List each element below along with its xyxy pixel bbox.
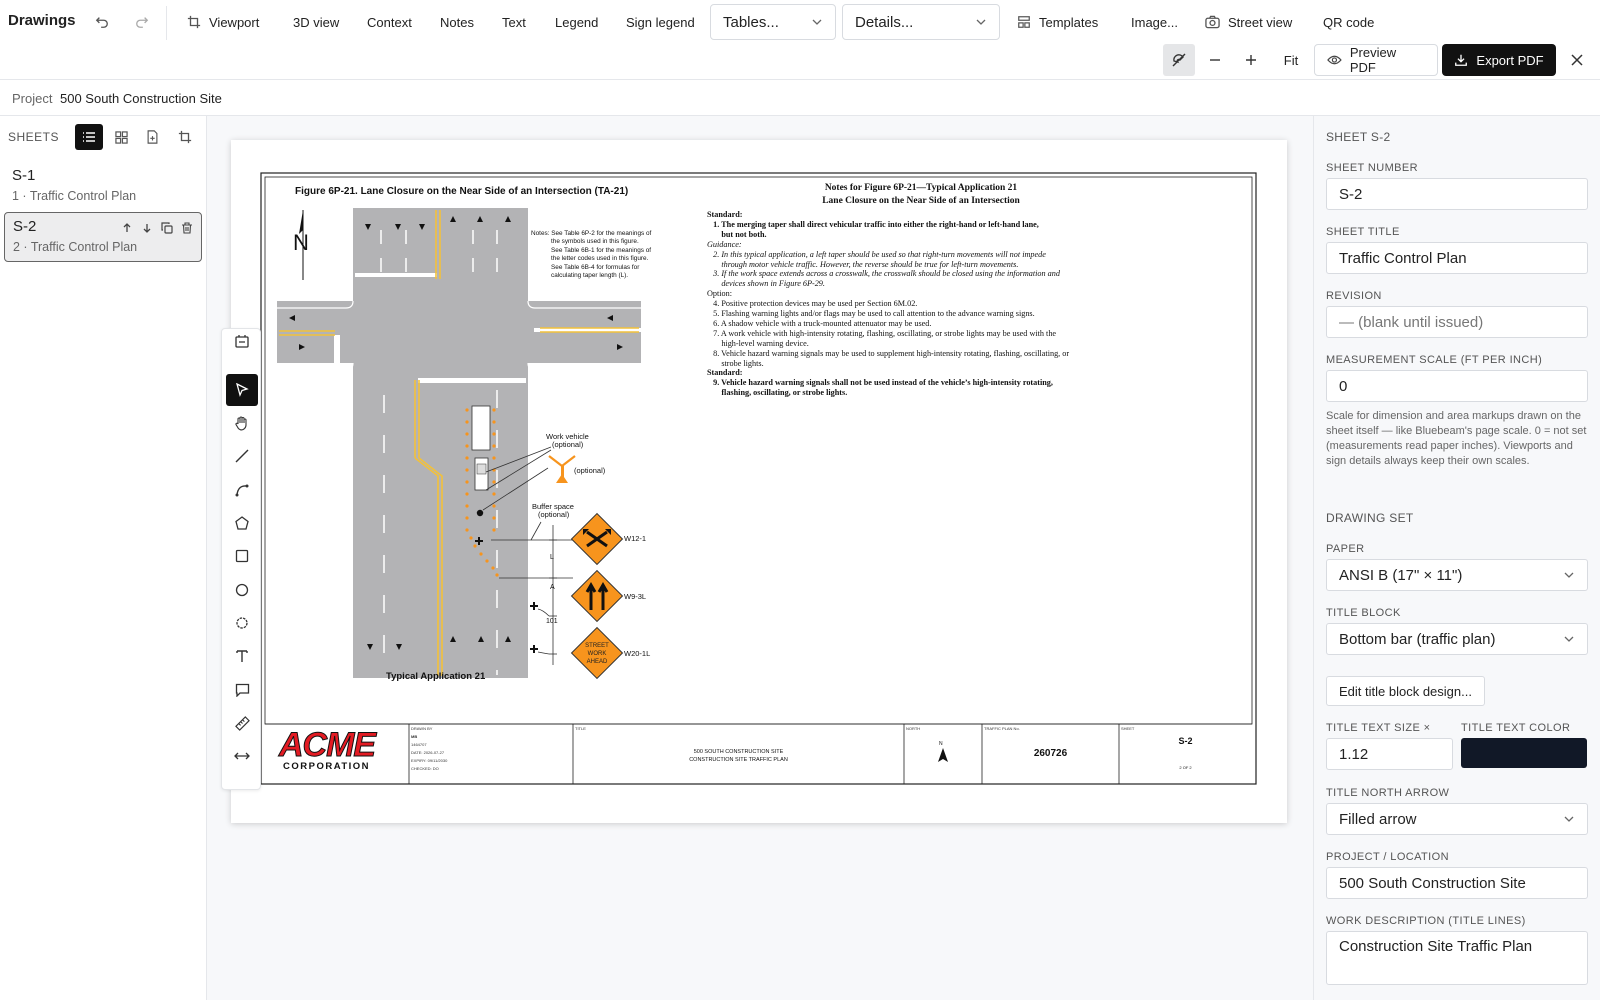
toolbar-divider [166,6,167,40]
buffer-optional-label: (optional) [538,510,570,519]
title-north-letter: N [939,741,943,747]
legend-note-line: See Table 6B-1 for the meanings of [551,247,652,254]
chevron-down-icon [1563,813,1575,825]
text-icon [235,649,249,663]
legend-note-line: the symbols used in this figure. [551,237,639,245]
eye-icon [1327,54,1342,66]
cursor-icon [235,383,249,397]
chevron-down-icon [975,16,987,28]
dimension-101-label: 101 [546,618,558,625]
templates-label: Templates [1039,14,1099,30]
notes-line: 3. If the work space extends across a crosswalk, the crosswalk should be closed using the information and [707,269,1060,279]
sheet-title-field[interactable] [1326,242,1588,274]
cone-icon [465,420,468,423]
circle-icon [235,583,249,597]
title-text-color-swatch[interactable] [1461,738,1587,768]
redo-button[interactable] [135,12,149,32]
arrow-up-icon[interactable] [121,222,133,234]
zoom-in-button[interactable] [1239,44,1263,76]
cone-icon [465,480,468,483]
sheet-title-value: Traffic Control Plan [1339,249,1467,267]
cone-icon [492,408,495,411]
square-icon [235,549,249,563]
work-vehicle-label: Work vehicle [546,432,589,441]
undo-icon [95,15,109,29]
properties-panel [1313,116,1600,1000]
cone-icon [465,432,468,435]
drawn-by-line: CHECKED: DO [411,766,439,771]
cone-icon [495,573,498,576]
chevron-down-icon [1563,569,1575,581]
project-location-value: 500 South Construction Site [1339,874,1526,892]
work-vehicle-optional-label: (optional) [552,440,584,449]
drawn-by-line: DATE: 2026-07-27 [411,750,445,755]
sheet-number-label: SHEET NUMBER [1326,162,1418,174]
qr-code-button[interactable] [1323,12,1374,32]
legend-note-line: the letter codes used in this figure. [551,254,649,262]
paper-value: ANSI B (17" × 11") [1339,566,1463,584]
title-block-label: TITLE BLOCK [1326,607,1401,619]
image-label: Image... [1131,14,1178,30]
cone-icon [465,504,468,507]
sheet-label: SHEET [1121,726,1135,731]
cone-icon [465,444,468,447]
north-letter: N [293,230,309,255]
export-pdf-label: Export PDF [1476,52,1544,68]
revision-value: — (blank until issued) [1339,313,1484,331]
text-label: Text [502,14,526,30]
templates-icon [1017,15,1031,29]
tool-curve[interactable] [226,474,258,506]
cone-icon [465,516,468,519]
tool-palette [221,328,261,790]
notes-title-1: Notes for Figure 6P-21—Typical Application 21 [824,183,1018,193]
sheet-drawing [231,140,1287,823]
drawn-by-line: EXPIRY: 09/11/2030 [411,758,448,763]
legend-button[interactable] [555,12,598,32]
north-label: NORTH [906,726,921,731]
cone-icon [465,492,468,495]
ruler-icon [235,716,250,731]
drawn-by-line: MB [411,734,418,739]
cone-icon [492,528,495,531]
sign-legend-button[interactable] [626,12,695,32]
templates-button[interactable] [1017,12,1098,32]
sign-legend-label: Sign legend [626,14,695,30]
title-text-color-label: TITLE TEXT COLOR [1461,722,1571,734]
warning-light-icon [549,456,575,483]
plan-number-label: TRAFFIC PLAN No. [984,726,1020,731]
tool-rectangle[interactable] [226,540,258,572]
stamp-icon [234,333,250,349]
grid-icon [115,131,128,144]
north-arrow-label: TITLE NORTH ARROW [1326,787,1450,799]
top-toolbar [0,0,1600,80]
scale-help-text: Scale for dimension and area markups drawn on the sheet itself — like Bluebeam's page scale. 0 = not set (measurements read paper inches). Viewports and sign details always keep their own scales. [1326,410,1587,467]
title-block-select[interactable] [1326,623,1588,655]
acme-logo-text: ACME [279,726,376,764]
notes-title-2: Lane Closure on the Near Side of an Intersection [822,196,1020,206]
project-location-label: PROJECT / LOCATION [1326,851,1449,863]
preview-pdf-button[interactable] [1314,44,1438,76]
cone-icon [492,444,495,447]
crop-icon [187,15,201,29]
crop-sheets-button[interactable] [171,124,199,150]
sheet-actions [121,222,193,234]
street-view-button[interactable] [1205,12,1292,32]
close-icon [1571,54,1583,66]
notes-line: Guidance: [707,239,742,249]
tool-text[interactable] [226,640,258,672]
camera-icon [1205,15,1220,29]
project-bar [0,80,1600,116]
add-sheet-button[interactable] [138,124,166,150]
plan-number: 260726 [1033,748,1068,759]
cone-icon [469,536,472,539]
curve-icon [235,483,249,497]
sheet-paper[interactable] [231,140,1287,823]
sheet-subtitle: 2 · Traffic Control Plan [13,240,138,254]
title-text-size-value: 1.12 [1339,745,1369,763]
sheet-number: S-1 [12,167,36,184]
fit-label: Fit [1283,52,1299,68]
app-title: Drawings [8,12,76,29]
notes-button[interactable] [440,12,474,32]
cloud-icon [235,616,249,630]
notes-line: but not both. [707,229,767,239]
cone-icon [492,516,495,519]
grid-view-button[interactable] [107,124,135,150]
drawing-canvas[interactable] [207,116,1312,1000]
figure-title: Figure 6P-21. Lane Closure on the Near Side of an Intersection (TA-21) [295,186,629,197]
sheet-item-s2[interactable] [4,212,202,262]
edit-title-block-label: Edit title block design... [1339,683,1472,699]
file-plus-icon [146,130,159,144]
north-arrow-value: Filled arrow [1339,810,1417,828]
plus-icon [1245,54,1257,66]
tool-cloud[interactable] [226,607,258,639]
figure-caption: Typical Application 21 [386,671,486,682]
scale-label: MEASUREMENT SCALE (FT PER INCH) [1326,354,1543,366]
drawing-set-heading: DRAWING SET [1326,511,1414,525]
tool-ellipse[interactable] [226,574,258,606]
sign-w20-text-3: AHEAD [586,659,608,665]
notes-line: 5. Flashing warning lights and/or flags may be used to call attention to the advance warning signs. [707,309,1035,318]
list-view-button[interactable] [75,124,103,150]
sheet-subtitle: 1 · Traffic Control Plan [12,189,137,203]
tool-select[interactable] [226,374,258,406]
pentagon-icon [235,516,249,530]
revision-field[interactable] [1326,306,1588,338]
sheet-number-field[interactable] [1326,178,1588,210]
acme-logo-subtitle: CORPORATION [283,761,371,772]
sheet-number-value: S-2 [1339,185,1363,203]
zoom-out-button[interactable] [1203,44,1227,76]
project-location-field[interactable] [1326,867,1588,899]
cone-icon [479,552,482,555]
viewport-label: Viewport [209,14,260,30]
arrows-horizontal-icon [234,750,250,762]
title-sheet-number: S-2 [1178,736,1193,746]
notes-line: 6. A shadow vehicle with a truck-mounted attenuator may be used. [707,318,932,328]
close-button[interactable] [1565,44,1589,76]
legend-label: Legend [555,14,599,30]
notes-line: 2. In this typical application, a left taper should be used so that right-turn movements will not impede [707,249,1046,259]
redo-icon [135,15,149,29]
tables-select[interactable] [710,4,836,40]
project-label: Project [12,91,53,106]
sign-w9-3l [572,571,623,622]
work-description-textarea[interactable] [1326,931,1588,985]
sheets-title: SHEETS [8,130,60,144]
sign-code-w9-3l: W9-3L [624,592,647,601]
drawn-by-label: DRAWN BY [411,726,433,731]
download-icon [1454,53,1468,67]
work-description-label: WORK DESCRIPTION (TITLE LINES) [1326,915,1526,927]
notes-line: 4. Positive protection devices may be used per Section 6M.02. [707,299,918,309]
edit-title-block-button[interactable] [1326,676,1485,706]
legend-note-line: calculating taper length (L). [551,271,629,279]
project-name: 500 South Construction Site [60,91,222,106]
title-text-size-field[interactable] [1326,738,1453,770]
north-arrow-select[interactable] [1326,803,1588,835]
line-icon [235,449,249,463]
tables-select-value: Tables... [723,13,779,31]
notes-line: 9. Vehicle hazard warning signals shall not be used instead of the vehicle’s high-intensity rotating, [707,378,1053,388]
snap-toggle-button[interactable] [1163,44,1195,76]
tool-measure[interactable] [226,707,258,739]
notes-line: high-level warning device. [707,338,809,348]
crop-icon [178,130,192,144]
text-button[interactable] [502,12,526,32]
light-optional-label: (optional) [574,466,606,475]
title-line-2: CONSTRUCTION SITE TRAFFIC PLAN [689,757,788,763]
cone-icon [492,456,495,459]
title-block-value: Bottom bar (traffic plan) [1339,630,1496,648]
cone-icon [465,456,468,459]
cone-icon [465,528,468,531]
cone-icon [492,420,495,423]
cone-icon [485,559,488,562]
title-label: TITLE [575,726,586,731]
paper-label: PAPER [1326,543,1365,555]
tool-pan[interactable] [226,407,258,439]
viewport-button[interactable] [187,12,259,32]
arrow-down-icon[interactable] [141,222,153,234]
tool-polygon[interactable] [226,507,258,539]
notes-line: Standard: [707,368,743,378]
sign-w20-text-2: WORK [587,651,607,657]
fit-button[interactable] [1276,44,1306,76]
chevron-down-icon [811,16,823,28]
tool-callout[interactable] [226,674,258,706]
sheets-sidebar [0,116,207,1000]
cone-icon [492,504,495,507]
list-icon [82,131,96,143]
buffer-label: Buffer space [532,502,574,511]
legend-note-line: Notes: See Table 6P-2 for the meanings of [531,230,652,237]
scale-field[interactable] [1326,370,1588,402]
notes-line: 1. The merging taper shall direct vehicular traffic into either the right-hand or left-hand lane, [707,219,1039,229]
dimension-l-label: L [550,554,554,561]
chevron-down-icon [1563,633,1575,645]
3d-view-label: 3D view [293,14,340,30]
trash-icon[interactable] [181,222,193,234]
cone-icon [492,432,495,435]
context-button[interactable] [367,12,412,32]
notes-line: flashing, oscillating, or strobe lights. [707,388,848,398]
sign-code-w12-1: W12-1 [624,534,647,543]
cone-icon [465,468,468,471]
details-select-value: Details... [855,13,914,31]
tool-stamp[interactable] [226,325,258,357]
cone-icon [491,566,494,569]
sign-code-w20-1l: W20-1L [624,649,651,658]
notes-line: through motor vehicle traffic. However, the reverse should be true for left-turn movements. [707,259,1019,269]
notes-label: Notes [440,14,474,30]
export-pdf-button[interactable] [1442,44,1556,76]
legend-note-line: See Table 6B-4 for formulas for [551,264,640,271]
dimension-a-label: A [550,584,555,591]
sheet-of: 2 OF 2 [1179,765,1192,770]
notes-line: strobe lights. [707,358,764,368]
notes-line: Option: [707,289,733,299]
title-text-size-label: TITLE TEXT SIZE × [1326,722,1431,734]
duplicate-icon[interactable] [161,222,173,234]
minus-icon [1209,54,1221,66]
image-button[interactable] [1131,12,1178,32]
notes-line: 8. Vehicle hazard warning signals may be used to supplement high-intensity rotating, flashing, oscillating, or [707,348,1070,358]
revision-label: REVISION [1326,290,1382,302]
hand-icon [234,415,250,431]
notes-line: 7. A work vehicle with high-intensity rotating, flashing, oscillating, or strobe lights may be used with the [707,328,1057,338]
sheet-number: S-2 [13,218,37,235]
notes-line: devices shown in Figure 6P-29. [707,279,825,289]
notes-line: Standard: [707,210,743,219]
scale-value: 0 [1339,377,1348,395]
title-north-arrow-icon [938,748,948,762]
qr-code-label: QR code [1323,14,1375,30]
title-line-1: 500 SOUTH CONSTRUCTION SITE [693,749,784,755]
cone-icon [492,480,495,483]
details-select[interactable] [842,4,1000,40]
3d-view-button[interactable] [293,12,339,32]
sign-w12-1 [572,514,623,565]
drawn-by-line: 1464707 [411,742,427,747]
sheet-item-s1[interactable] [4,162,202,212]
cone-icon [492,492,495,495]
sign-w20-text-1: STREET [585,643,609,649]
preview-pdf-label: Preview PDF [1349,45,1397,75]
tool-dimension[interactable] [226,740,258,772]
work-description-value: Construction Site Traffic Plan [1339,938,1533,955]
tool-line[interactable] [226,440,258,472]
comment-icon [235,683,250,697]
context-label: Context [367,14,412,30]
paper-select[interactable] [1326,559,1588,591]
panel-heading: SHEET S-2 [1326,130,1391,144]
street-view-label: Street view [1228,14,1293,30]
sheet-title-label: SHEET TITLE [1326,226,1400,238]
cone-icon [473,544,476,547]
cone-icon [465,408,468,411]
magnet-icon [1171,52,1187,68]
undo-button[interactable] [95,12,109,32]
